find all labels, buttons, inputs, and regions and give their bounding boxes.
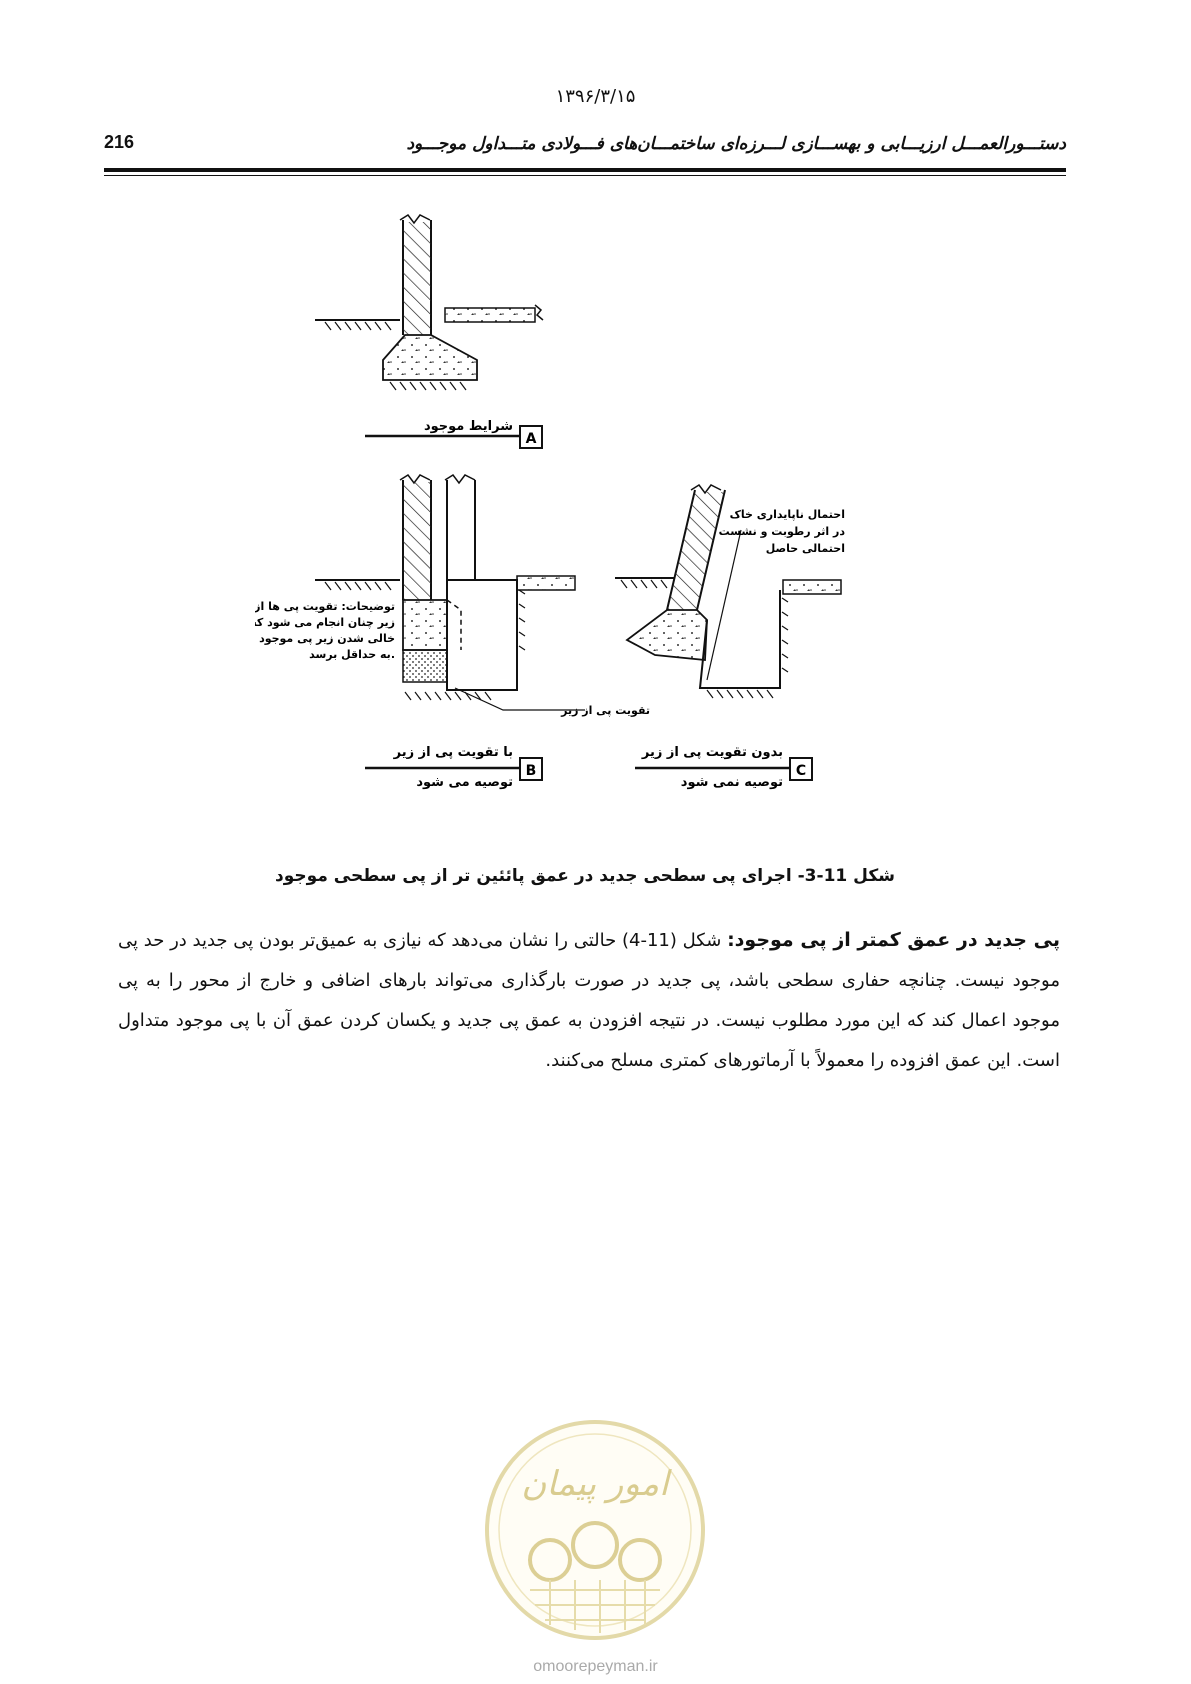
panel-b-label-2: توصیه می شود [416, 775, 513, 790]
watermark-site: omoorepeyman.ir [533, 1658, 658, 1675]
panel-b-drawing [255, 475, 650, 790]
foundation-figure [255, 210, 915, 850]
panel-b-note-2: زیر چنان انجام می شود که [255, 616, 395, 629]
paragraph-text: شکل (11-4) حالتی را نشان می‌دهد که نیازی به عمیق‌تر بودن پی جدید در حد پی موجود نیست. چنانچه حفاری سطحی باشد، پی جدید در صورت بارگذاری می‌تواند بارهای اضافی و خارج از محور را به پی موجود اعمال کند که این مورد مطلوب نیست. در نتیجه افزودن به عمق پی جدید و یکسان کردن عمق آن با پی موجود متداول است. این عمق افزوده را معمولاً با آرماتورهای کمتری مسلح می‌کنند. [118, 930, 1060, 1071]
panel-b-note-4: به حداقل برسد. [309, 648, 395, 661]
page-number: 216 [104, 132, 135, 152]
panel-b-note-1: توضیحات: تقویت پی ها از [255, 600, 395, 613]
paragraph-heading: پی جدید در عمق کمتر از پی موجود: [727, 929, 1060, 951]
page-header [104, 130, 1066, 160]
panel-b-pointer: تقویت پی از زیر [561, 704, 650, 717]
running-title: دستـــورالعمـــل ارزیـــابی و بهســـازی لـــرزه‌ای ساختمـــان‌های فـــولادی متـــداول موجـــود [406, 134, 1066, 154]
panel-b-letter: B [525, 763, 537, 779]
panel-b-note-3: خالی شدن زیر پی موجود [259, 632, 395, 645]
panel-a-label: شرایط موجود [423, 419, 513, 434]
panel-c-note-1: احتمال ناپایداری خاک [729, 508, 845, 521]
seal-logo [480, 1415, 710, 1645]
body-paragraph [118, 920, 1060, 1081]
panel-c-letter: C [795, 763, 807, 779]
header-rule-thin [104, 175, 1066, 176]
panel-c-label-1: بدون تقویت پی از زیر [641, 745, 783, 760]
panel-c-note-3: احتمالی حاصل [765, 542, 845, 555]
foundation-diagram [255, 210, 915, 850]
document-date: ۱۳۹۶/۳/۱۵ [555, 86, 636, 107]
panel-c-drawing [615, 485, 845, 790]
panel-b-label-1: با تقویت پی از زیر [393, 745, 513, 760]
header-rule-thick [104, 168, 1066, 172]
figure-caption: شکل 11-3- اجرای پی سطحی جدید در عمق پائئین تر از پی سطحی موجود [275, 866, 895, 886]
panel-a-letter: A [525, 431, 537, 447]
panel-c-label-2: توصیه نمی شود [680, 775, 783, 790]
seal-text: امور پیمان [521, 1464, 669, 1504]
panel-a-drawing [315, 215, 543, 448]
watermark-seal [480, 1415, 710, 1645]
panel-c-note-2: در اثر رطوبت و نشست [718, 525, 845, 538]
